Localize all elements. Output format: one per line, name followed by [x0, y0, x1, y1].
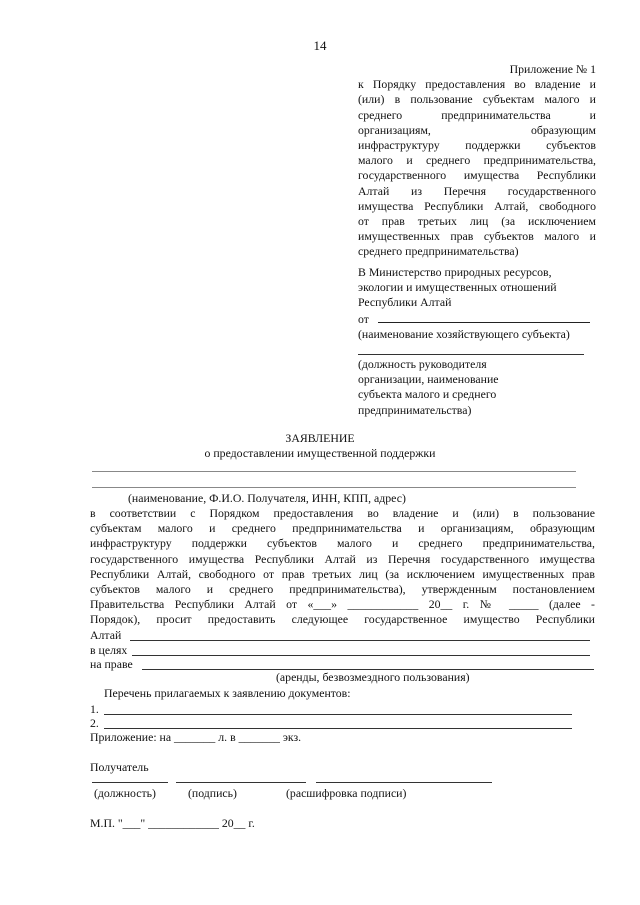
- property-blank-field[interactable]: [130, 640, 590, 641]
- appendix-line: к Порядку предоставления во владение и: [358, 77, 596, 92]
- addressee-line: экологии и имущественных отношений: [358, 280, 557, 295]
- appendix-line: (или) в пользование субъектам малого и: [358, 92, 596, 107]
- appendix-line: среднего предпринимательства): [358, 244, 519, 259]
- right-label: на праве: [90, 657, 133, 671]
- attachment-line: Приложение: на _______ л. в _______ экз.: [90, 730, 302, 744]
- body-line: Республики Алтай, свободного от прав третьих лиц (за исключением имущественных прав: [90, 566, 595, 581]
- body-line: инфраструктуру поддержки субъектов малого и среднего предпринимательства,: [90, 536, 595, 551]
- stamp-date-line: М.П. "___" ____________ 20__ г.: [90, 816, 255, 830]
- signature-caption-position: (должность): [94, 786, 156, 800]
- page-number: 14: [313, 38, 327, 53]
- signature-caption-signature: (подпись): [188, 786, 237, 800]
- appendix-line: малого и среднего предпринимательства,: [358, 153, 596, 168]
- addressee-line: Республики Алтай: [358, 295, 452, 310]
- body-last-line: Алтай: [90, 628, 122, 642]
- name-caption: (наименование хозяйствующего субъекта): [358, 326, 570, 341]
- documents-heading: Перечень прилагаемых к заявлению документов:: [104, 686, 351, 700]
- position-caption-line: организации, наименование: [358, 372, 499, 387]
- position-caption-block: [358, 357, 598, 418]
- purpose-row: [90, 643, 127, 658]
- purpose-label: в целях: [90, 643, 128, 657]
- right-caption: (аренды, безвозмездного пользования): [276, 670, 470, 684]
- body-line: в соответствии с Порядком предоставления во владение и (или) в пользование: [90, 506, 595, 520]
- body-line: субъектов малого и среднего предпринимательства), утвержденным постановлением: [90, 582, 595, 597]
- body-paragraph: [90, 506, 595, 628]
- appendix-line: от прав третьих лиц (за исключением: [358, 214, 596, 229]
- position-caption-line: субъекта малого и среднего: [358, 387, 497, 402]
- signature-field[interactable]: [176, 782, 306, 783]
- position-caption-line: (должность руководителя: [358, 357, 487, 371]
- applicant-caption: (наименование, Ф.И.О. Получателя, ИНН, КПП, адрес): [128, 491, 406, 505]
- from-blank-field[interactable]: [378, 311, 590, 323]
- applicant-blank-field[interactable]: [92, 487, 576, 488]
- decoding-field[interactable]: [316, 782, 492, 783]
- body-line: субъектам малого и среднего предпринимательства и организациям, образующим: [90, 521, 595, 536]
- document-item-number: 1.: [90, 702, 99, 716]
- appendix-line: среднего предпринимательства и: [358, 107, 596, 122]
- appendix-line: имущественных прав субъектов малого и: [358, 229, 596, 244]
- right-row: [90, 657, 133, 672]
- applicant-blank-field[interactable]: [92, 471, 576, 472]
- appendix-line: инфраструктуру поддержки субъектов: [358, 138, 596, 153]
- appendix-line: организациям, образующим: [358, 122, 596, 137]
- from-row: [358, 311, 598, 327]
- document-item-field[interactable]: [104, 728, 572, 729]
- signature-caption-decoding: (расшифровка подписи): [286, 786, 407, 800]
- document-item-number: 2.: [90, 716, 99, 730]
- appendix-line: имущества Республики Алтай, свободного: [358, 198, 596, 213]
- body-line: Правительства Республики Алтай от «___» ____________ 20__ г. № _____ (далее -: [90, 597, 595, 612]
- appendix-line: государственного имущества Республики: [358, 168, 596, 183]
- purpose-blank-field[interactable]: [132, 655, 590, 656]
- position-signature-field[interactable]: [92, 782, 168, 783]
- appendix-line: Алтай из Перечня государственного: [358, 183, 596, 198]
- body-line: государственного имущества Республики Алтай из Перечня государственного имущества: [90, 551, 595, 566]
- addressee-block: [358, 265, 598, 342]
- addressee-line: В Министерство природных ресурсов,: [358, 265, 552, 279]
- appendix-heading: Приложение № 1: [509, 62, 596, 76]
- property-row: [90, 628, 121, 643]
- recipient-label: Получатель: [90, 760, 149, 774]
- document-item-field[interactable]: [104, 714, 572, 715]
- document-subtitle: о предоставлении имущественной поддержки: [204, 446, 436, 460]
- from-label: от: [358, 311, 369, 326]
- position-blank-field[interactable]: [358, 354, 584, 355]
- document-title: ЗАЯВЛЕНИЕ: [285, 431, 355, 445]
- body-line: Порядок), просит предоставить следующее государственное имущество Республики: [90, 612, 595, 627]
- position-caption-line: предпринимательства): [358, 402, 472, 417]
- appendix-block: [358, 62, 596, 260]
